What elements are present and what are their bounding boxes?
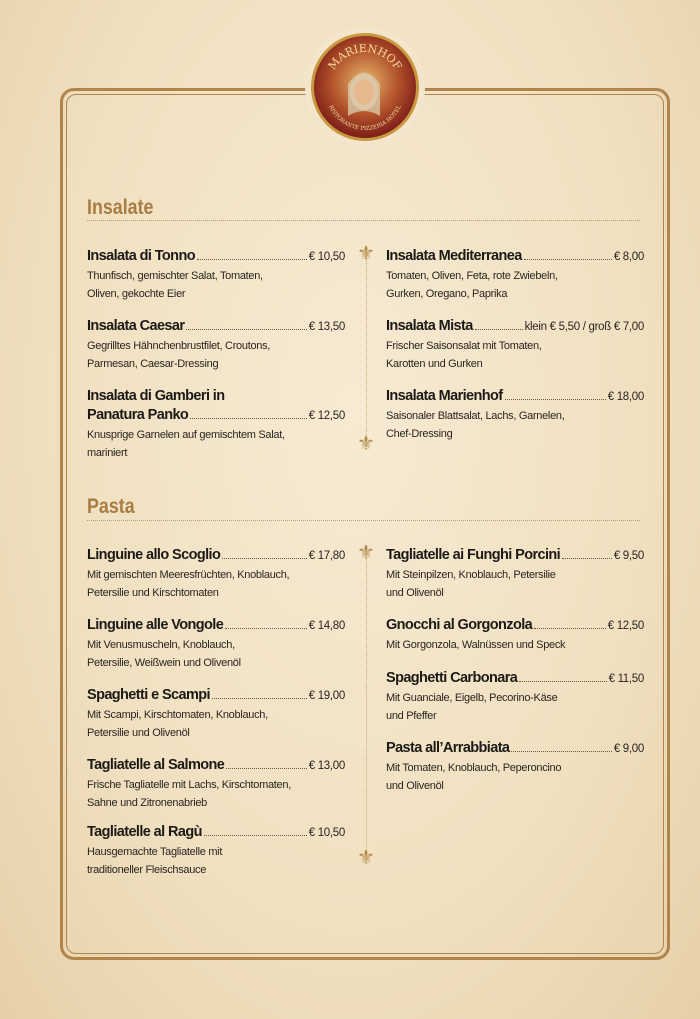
item-name-row [87, 388, 345, 407]
fleur-ornament-icon: ⚜ [357, 433, 375, 455]
menu-item [87, 617, 345, 672]
item-description: Saisonaler Blattsalat, Lachs, Garnelen, [386, 410, 565, 422]
item-name-row [386, 617, 644, 636]
menu-item [87, 388, 345, 462]
item-description: Petersilie, Weißwein und Olivenöl [87, 657, 241, 669]
item-price: € 12,50 [607, 620, 644, 632]
item-price: € 18,00 [607, 391, 644, 403]
item-name-row [87, 617, 345, 636]
column-divider [366, 252, 367, 442]
item-price: € 19,00 [308, 690, 345, 702]
item-description: Knusprige Garnelen auf gemischtem Salat, [87, 429, 285, 441]
item-name-row [386, 547, 644, 566]
menu-item [87, 757, 345, 812]
item-description: mariniert [87, 447, 128, 459]
leader-dots [204, 835, 307, 836]
leader-dots [511, 751, 611, 752]
item-price: € 12,50 [308, 410, 345, 422]
item-price: € 11,50 [608, 673, 644, 685]
item-name: Insalata Marienhof [386, 388, 503, 404]
item-price: € 17,80 [308, 550, 345, 562]
item-name: Tagliatelle al Salmone [87, 757, 225, 773]
item-price: € 13,00 [308, 760, 345, 772]
logo-subtitle: RISTORANTE PIZZERIA HOTEL [327, 104, 403, 133]
item-name: Insalata di Gamberi in [87, 388, 225, 404]
item-name-row [386, 318, 644, 337]
item-description: Mit Tomaten, Knoblauch, Peperoncino [386, 762, 562, 774]
item-description: Chef-Dressing [386, 428, 453, 440]
menu-item [386, 547, 644, 602]
menu-item [386, 248, 644, 303]
menu-item [87, 824, 345, 879]
item-name: Tagliatelle al Ragù [87, 824, 202, 840]
section-divider [87, 520, 640, 521]
item-name-row [87, 407, 345, 426]
item-price: € 8,00 [613, 251, 644, 263]
item-name-row [87, 248, 345, 267]
item-description: Gurken, Oregano, Paprika [386, 288, 508, 300]
restaurant-logo [311, 33, 419, 141]
menu-item [87, 687, 345, 742]
menu-item [87, 547, 345, 602]
item-description: Petersilie und Kirschtomaten [87, 587, 219, 599]
item-name: Spaghetti Carbonara [386, 670, 518, 686]
item-name: Spaghetti e Scampi [87, 687, 210, 703]
item-description: Sahne und Zitronenabrieb [87, 797, 208, 809]
item-name-row [87, 757, 345, 776]
item-name: Insalata Mista [386, 318, 473, 334]
item-name: Insalata Caesar [87, 318, 185, 334]
item-name: Panatura Panko [87, 407, 189, 423]
item-name: Linguine alle Vongole [87, 617, 224, 633]
leader-dots [225, 628, 307, 629]
leader-dots [197, 259, 307, 260]
menu-item [386, 388, 644, 443]
item-name: Pasta all’Arrabbiata [386, 740, 510, 756]
item-description: und Pfeffer [386, 710, 437, 722]
item-description: Mit Scampi, Kirschtomaten, Knoblauch, [87, 709, 268, 721]
item-name: Linguine allo Scoglio [87, 547, 221, 563]
item-name: Insalata Mediterranea [386, 248, 522, 264]
item-description: und Olivenöl [386, 780, 444, 792]
item-description: Frische Tagliatelle mit Lachs, Kirschtomaten, [87, 779, 291, 791]
item-name-row [87, 547, 345, 566]
menu-item [87, 248, 345, 303]
item-description: Gegrilltes Hähnchenbrustfilet, Croutons, [87, 340, 271, 352]
item-description: Mit Steinpilzen, Knoblauch, Petersilie [386, 569, 556, 581]
item-name-row [386, 670, 644, 689]
section-title: Insalate [87, 196, 154, 219]
item-price: € 14,80 [308, 620, 345, 632]
item-name: Tagliatelle ai Funghi Porcini [386, 547, 561, 563]
item-price: € 10,50 [308, 251, 345, 263]
leader-dots [519, 681, 606, 682]
item-description: Mit Guanciale, Eigelb, Pecorino-Käse [386, 692, 558, 704]
item-description: Hausgemachte Tagliatelle mit [87, 846, 223, 858]
item-name-row [386, 248, 644, 267]
item-description: Petersilie und Olivenöl [87, 727, 190, 739]
menu-item [386, 617, 644, 654]
item-description: Mit Venusmuscheln, Knoblauch, [87, 639, 235, 651]
item-name: Gnocchi al Gorgonzola [386, 617, 533, 633]
item-description: Mit Gorgonzola, Walnüssen und Speck [386, 639, 566, 651]
item-price: € 13,50 [308, 321, 345, 333]
leader-dots [534, 628, 606, 629]
leader-dots [475, 329, 523, 330]
item-name-row [87, 318, 345, 337]
item-description: und Olivenöl [386, 587, 444, 599]
menu-item [87, 318, 345, 373]
menu-item [386, 670, 644, 725]
item-price: € 10,50 [308, 827, 345, 839]
item-description: Thunfisch, gemischter Salat, Tomaten, [87, 270, 263, 282]
section-divider [87, 220, 640, 221]
fleur-ornament-icon: ⚜ [357, 847, 375, 869]
leader-dots [505, 399, 606, 400]
item-name-row [386, 388, 644, 407]
section-title: Pasta [87, 495, 135, 518]
item-price: € 9,00 [613, 743, 644, 755]
item-price: € 9,50 [613, 550, 644, 562]
leader-dots [212, 698, 307, 699]
leader-dots [222, 558, 307, 559]
item-name-row [386, 740, 644, 759]
item-price: klein € 5,50 / groß € 7,00 [524, 321, 644, 333]
item-description: Parmesan, Caesar-Dressing [87, 358, 219, 370]
item-name: Insalata di Tonno [87, 248, 195, 264]
item-description: Oliven, gekochte Eier [87, 288, 186, 300]
item-description: traditioneller Fleischsauce [87, 864, 207, 876]
leader-dots [190, 418, 307, 419]
item-description: Frischer Saisonsalat mit Tomaten, [386, 340, 542, 352]
menu-item [386, 740, 644, 795]
svg-text:MARIENHOF [326, 42, 405, 73]
item-description: Karotten und Gurken [386, 358, 483, 370]
column-divider [366, 551, 367, 856]
fleur-ornament-icon: ⚜ [357, 542, 375, 564]
item-description: Mit gemischten Meeresfrüchten, Knoblauch, [87, 569, 290, 581]
logo-name: MARIENHOF [325, 41, 405, 73]
item-description: Tomaten, Oliven, Feta, rote Zwiebeln, [386, 270, 558, 282]
leader-dots [562, 558, 612, 559]
item-name-row [87, 687, 345, 706]
leader-dots [524, 259, 612, 260]
item-name-row [87, 824, 345, 843]
fleur-ornament-icon: ⚜ [357, 243, 375, 265]
leader-dots [186, 329, 306, 330]
menu-item [386, 318, 644, 373]
leader-dots [226, 768, 306, 769]
